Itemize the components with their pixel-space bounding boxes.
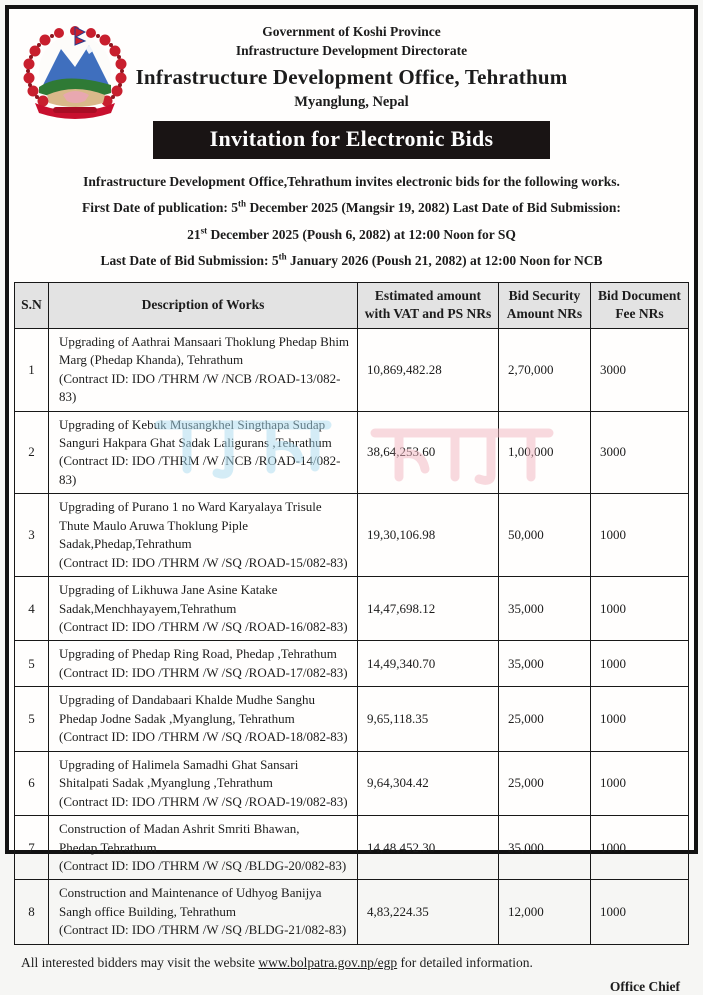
row-estimated-amount: 14,47,698.12	[358, 577, 499, 641]
publication-date-line: First Date of publication: 5th December 2025 (Mangsir 19, 2082) Last Date of Bid Submission:	[82, 198, 621, 216]
work-title: Construction and Maintenance of Udhyog Banijya Sangh office Building, Tehrathum	[59, 885, 322, 919]
row-estimated-amount: 9,64,304.42	[358, 751, 499, 815]
nepal-emblem-logo	[23, 23, 127, 121]
contract-id: (Contract ID: IDO /THRM /W /SQ /BLDG-21/082-83)	[59, 922, 347, 938]
row-description	[49, 687, 358, 751]
row-description	[49, 328, 358, 411]
table-row	[15, 494, 689, 577]
contract-id: (Contract ID: IDO /THRM /W /SQ /ROAD-18/082-83)	[59, 729, 348, 745]
row-estimated-amount: 14,49,340.70	[358, 641, 499, 687]
government-line: Government of Koshi Province	[262, 24, 441, 39]
work-title: Upgrading of Kebuk Musangkhel Singthapa Sudap Sanguri Hakpara Ghat Sadak Laligurans ,Tehrathum	[59, 416, 332, 450]
col-header-estimated-amount: Estimated amount with VAT and PS NRs	[358, 283, 499, 328]
directorate-line: Infrastructure Development Directorate	[235, 43, 468, 58]
bids-table	[14, 282, 689, 945]
row-bid-security: 12,000	[499, 880, 591, 944]
table-row	[15, 411, 689, 494]
document-page	[5, 5, 698, 994]
col-header-description: Description of Works	[49, 283, 358, 328]
row-description	[49, 577, 358, 641]
row-estimated-amount: 38,64,253.60	[358, 411, 499, 494]
table-row	[15, 328, 689, 411]
contract-id: (Contract ID: IDO /THRM /W /SQ /ROAD-15/082-83)	[59, 554, 348, 570]
row-bid-security: 25,000	[499, 687, 591, 751]
table-header-row	[15, 283, 689, 328]
invitation-banner: Invitation for Electronic Bids	[153, 121, 550, 159]
row-description	[49, 494, 358, 577]
row-estimated-amount: 10,869,482.28	[358, 328, 499, 411]
row-description	[49, 641, 358, 687]
ordinal-suffix: th	[278, 251, 287, 262]
col-header-bid-document-fee: Bid Document Fee NRs	[591, 283, 689, 328]
sq-deadline-line: 21st December 2025 (Poush 6, 2082) at 12:00 Noon for SQ	[187, 225, 516, 242]
row-bid-document-fee: 1000	[591, 880, 689, 944]
row-sn: 7	[15, 816, 49, 880]
work-title: Upgrading of Purano 1 no Ward Karyalaya Trisule Thute Maulo Aruwa Thoklung Piple Sadak,Phedap,Tehrathum	[59, 499, 322, 552]
row-bid-security: 35,000	[499, 641, 591, 687]
footer-note: All interested bidders may visit the website www.bolpatra.gov.np/egp for detailed information.	[21, 954, 533, 970]
contract-id: (Contract ID: IDO /THRM /W /NCB /ROAD-14/082-83)	[59, 453, 341, 487]
row-estimated-amount: 19,30,106.98	[358, 494, 499, 577]
row-bid-document-fee: 1000	[591, 816, 689, 880]
ordinal-suffix: st	[200, 225, 208, 236]
row-bid-document-fee: 1000	[591, 687, 689, 751]
row-description	[49, 751, 358, 815]
row-bid-document-fee: 1000	[591, 751, 689, 815]
row-bid-document-fee: 3000	[591, 411, 689, 494]
work-title: Construction of Madan Ashrit Smriti Bhawan, Phedap,Tehrathum	[59, 821, 300, 855]
row-description	[49, 411, 358, 494]
col-header-sn: S.N	[15, 283, 49, 328]
table-row	[15, 816, 689, 880]
row-bid-document-fee: 1000	[591, 577, 689, 641]
row-bid-document-fee: 1000	[591, 641, 689, 687]
work-title: Upgrading of Phedap Ring Road, Phedap ,Tehrathum	[59, 646, 337, 662]
contract-id: (Contract ID: IDO /THRM /W /NCB /ROAD-13/082-83)	[59, 370, 341, 405]
table-row	[15, 687, 689, 751]
work-title: Upgrading of Likhuwa Jane Asine Katake Sadak,Menchhayayem,Tehrathum	[59, 582, 278, 616]
table-row	[15, 751, 689, 815]
row-estimated-amount: 14,48,452.30	[358, 816, 499, 880]
letterhead	[9, 9, 694, 159]
row-estimated-amount: 9,65,118.35	[358, 687, 499, 751]
row-bid-security: 25,000	[499, 751, 591, 815]
office-chief-signature: Office Chief	[609, 978, 680, 994]
office-title: Infrastructure Development Office, Tehrathum	[135, 65, 568, 89]
row-bid-security: 50,000	[499, 494, 591, 577]
table-row	[15, 641, 689, 687]
ordinal-suffix: th	[238, 198, 247, 209]
row-estimated-amount: 4,83,224.35	[358, 880, 499, 944]
row-bid-security: 35,000	[499, 577, 591, 641]
row-bid-security: 35,000	[499, 816, 591, 880]
row-sn: 5	[15, 641, 49, 687]
invite-line: Infrastructure Development Office,Tehrathum invites electronic bids for the following works.	[83, 174, 620, 189]
row-sn: 6	[15, 751, 49, 815]
work-title: Upgrading of Dandabaari Khalde Mudhe Sanghu Phedap Jodne Sadak ,Myanglung, Tehrathum	[59, 692, 315, 726]
row-bid-security: 1,00,000	[499, 411, 591, 494]
table-row	[15, 880, 689, 944]
contract-id: (Contract ID: IDO /THRM /W /SQ /ROAD-17/082-83)	[59, 664, 348, 680]
work-title: Upgrading of Halimela Samadhi Ghat Sansari Shitalpati Sadak ,Myanglung ,Tehrathum	[59, 756, 299, 791]
row-sn: 4	[15, 577, 49, 641]
contract-id: (Contract ID: IDO /THRM /W /SQ /ROAD-16/082-83)	[59, 619, 348, 635]
row-description	[49, 880, 358, 944]
row-sn: 3	[15, 494, 49, 577]
work-title: Upgrading of Aathrai Mansaari Thoklung Phedap Bhim Marg (Phedap Khanda), Tehrathum	[59, 333, 350, 368]
row-description	[49, 816, 358, 880]
row-bid-security: 2,70,000	[499, 328, 591, 411]
notice-intro	[9, 169, 694, 274]
ncb-deadline-line: Last Date of Bid Submission: 5th January 2026 (Poush 21, 2082) at 12:00 Noon for NCB	[100, 251, 603, 268]
place-line: Myanglung, Nepal	[294, 94, 409, 110]
row-sn: 1	[15, 328, 49, 411]
row-sn: 8	[15, 880, 49, 944]
contract-id: (Contract ID: IDO /THRM /W /SQ /BLDG-20/082-83)	[59, 858, 347, 874]
col-header-bid-security: Bid Security Amount NRs	[499, 283, 591, 328]
row-sn: 2	[15, 411, 49, 494]
contract-id: (Contract ID: IDO /THRM /W /SQ /ROAD-19/082-83)	[59, 793, 348, 809]
table-row	[15, 577, 689, 641]
bolpatra-website-link[interactable]: www.bolpatra.gov.np/egp	[258, 954, 398, 970]
row-bid-document-fee: 1000	[591, 494, 689, 577]
row-bid-document-fee: 3000	[591, 328, 689, 411]
row-sn: 5	[15, 687, 49, 751]
